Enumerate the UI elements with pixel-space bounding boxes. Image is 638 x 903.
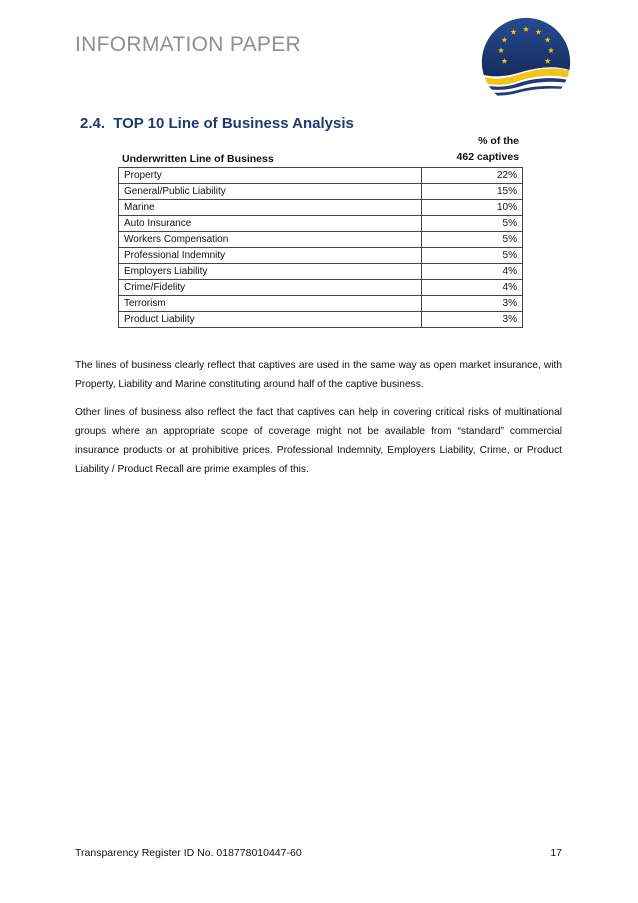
table-row [119, 200, 523, 216]
percentage-cell: 5% [422, 248, 523, 264]
line-cell: Employers Liability [119, 264, 422, 280]
document-header-title: INFORMATION PAPER [75, 33, 301, 56]
percentage-cell: 4% [422, 264, 523, 280]
table-row [119, 296, 523, 312]
line-cell: Marine [119, 200, 422, 216]
line-cell: Property [119, 168, 422, 184]
line-cell: Crime/Fidelity [119, 280, 422, 296]
column-header-percentage-line1: % of the [478, 135, 519, 147]
line-cell: Auto Insurance [119, 216, 422, 232]
percentage-cell: 10% [422, 200, 523, 216]
percentage-cell: 22% [422, 168, 523, 184]
line-cell: General/Public Liability [119, 184, 422, 200]
column-header-line-of-business: Underwritten Line of Business [122, 153, 274, 165]
percentage-cell: 3% [422, 296, 523, 312]
eu-stars-wave-logo [478, 14, 574, 110]
table-row [119, 216, 523, 232]
table-row [119, 312, 523, 328]
column-header-percentage-line2: 462 captives [456, 151, 519, 163]
page-number: 17 [550, 847, 562, 859]
percentage-cell: 5% [422, 216, 523, 232]
table-row [119, 232, 523, 248]
line-cell: Workers Compensation [119, 232, 422, 248]
section-heading [80, 115, 354, 132]
table-row [119, 184, 523, 200]
column-header-percentage [457, 133, 519, 165]
section-title: TOP 10 Line of Business Analysis [113, 115, 354, 132]
footer-register-id: Transparency Register ID No. 018778010447-60 [75, 847, 302, 859]
section-number: 2.4. [80, 115, 106, 132]
table-row [119, 168, 523, 184]
percentage-cell: 3% [422, 312, 523, 328]
percentage-cell: 4% [422, 280, 523, 296]
table-row [119, 280, 523, 296]
line-cell: Terrorism [119, 296, 422, 312]
body-paragraph-1: The lines of business clearly reflect that captives are used in the same way as open market insurance, with Property, Liability and Marine constituting around half of the captive business. [75, 360, 562, 391]
table-row [119, 264, 523, 280]
percentage-cell: 5% [422, 232, 523, 248]
table-header [118, 136, 523, 166]
line-cell: Product Liability [119, 312, 422, 328]
percentage-cell: 15% [422, 184, 523, 200]
table-row [119, 248, 523, 264]
line-of-business-table [118, 167, 523, 328]
body-paragraph-2: Other lines of business also reflect the fact that captives can help in covering critical risks of multinational groups where an appropriate scope of coverage might not be available from “standard” commercial insurance products or at prohibitive prices. Professional Indemnity, Employers Liability, Crime, or Product Liability / Product Recall are prime examples of this. [75, 407, 562, 476]
line-cell: Professional Indemnity [119, 248, 422, 264]
